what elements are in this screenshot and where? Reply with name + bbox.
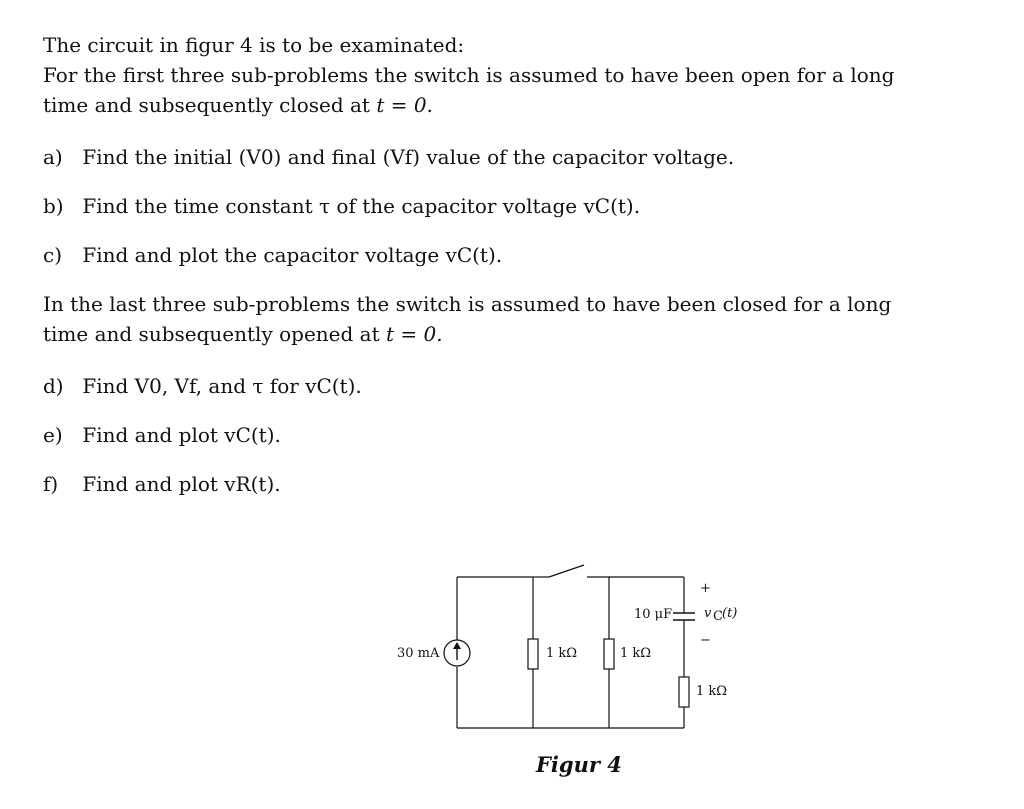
vc-argument: (t) (722, 606, 738, 621)
subproblem-c-text: Find and plot the capacitor voltage vC(t). (82, 243, 503, 267)
subproblem-c-label: c) (43, 243, 63, 267)
source-label: 30 mA (397, 646, 440, 661)
vc-minus-sign: − (700, 633, 711, 648)
r2-label: 1 kΩ (620, 646, 652, 661)
subproblem-b-label: b) (43, 194, 64, 218)
subproblem-f-text: Find and plot vR(t). (82, 472, 281, 496)
subproblem-b-text: Find the time constant τ of the capacitor voltage vC(t). (82, 194, 641, 218)
intro-line-3-math: t = 0. (376, 93, 433, 117)
subproblem-a-label: a) (43, 145, 63, 169)
figure-caption: Figur 4 (536, 752, 622, 777)
resistor-r3 (679, 677, 689, 707)
resistor-r1 (528, 639, 538, 669)
subproblem-f-label: f) (43, 472, 59, 496)
r3-label: 1 kΩ (696, 684, 728, 699)
transition-line-2-math: t = 0. (385, 322, 443, 346)
vc-subscript: C (713, 609, 723, 624)
subproblem-a-text: Find the initial (V0) and final (Vf) value of the capacitor voltage. (82, 145, 735, 169)
r1-label: 1 kΩ (546, 646, 578, 661)
switch-blade (549, 565, 584, 577)
subproblem-e-label: e) (43, 423, 63, 447)
vc-symbol: v (704, 606, 712, 621)
intro-line-2: For the first three sub-problems the switch is assumed to have been open for a long (43, 63, 895, 87)
current-source (444, 640, 470, 666)
intro-line-3-text: time and subsequently closed at (43, 93, 370, 117)
vc-plus-sign: + (700, 581, 711, 596)
resistor-r2 (604, 639, 614, 669)
transition-line-2-text: time and subsequently opened at (43, 322, 380, 346)
intro-line-1: The circuit in figur 4 is to be examinated: (43, 33, 465, 57)
capacitor-label: 10 μF (634, 607, 673, 622)
subproblem-d-text: Find V0, Vf, and τ for vC(t). (82, 374, 362, 398)
transition-line-1: In the last three sub-problems the switch is assumed to have been closed for a long (43, 292, 892, 316)
subproblem-e-text: Find and plot vC(t). (82, 423, 281, 447)
subproblem-d-label: d) (43, 374, 64, 398)
capacitor (673, 613, 695, 620)
